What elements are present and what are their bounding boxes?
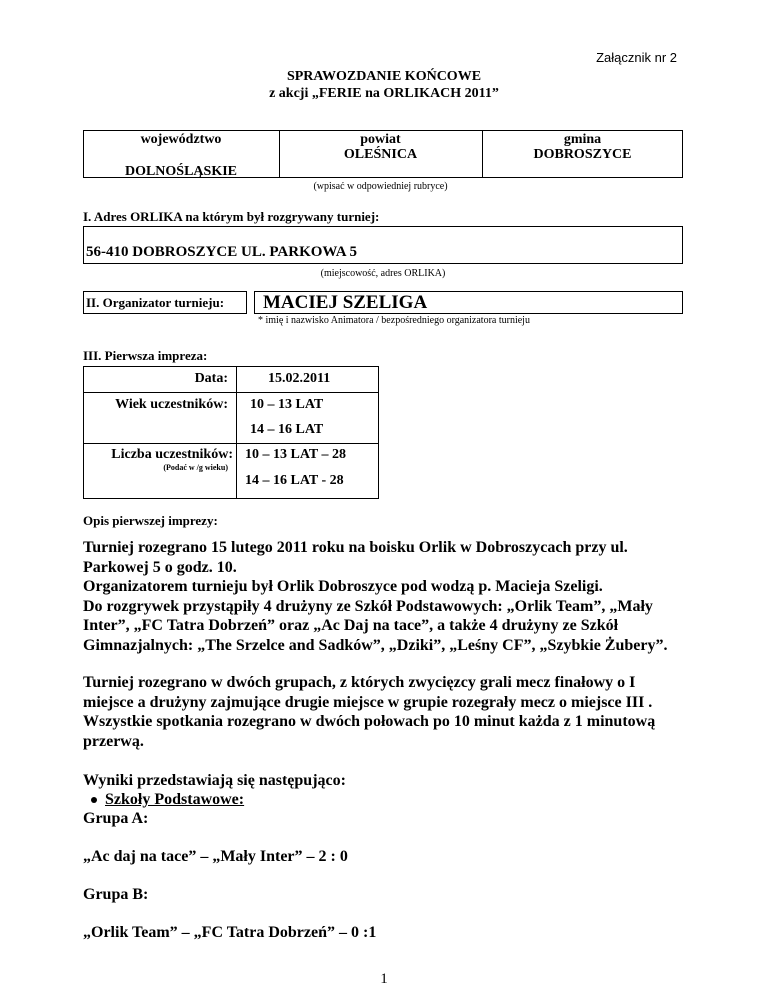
- results-bullet-item: [91, 790, 244, 810]
- event-table-divider: [236, 366, 237, 499]
- description-paragraph-1: [83, 538, 723, 655]
- group-b-match: „Orlik Team” – „FC Tatra Dobrzeń” – 0 :1: [83, 924, 377, 941]
- bullet-icon: [91, 797, 97, 803]
- paragraph-line: miejsce a drużyny zajmujące drugie miejsce w grupie rozegrały mecz o miejsce III .: [83, 693, 653, 711]
- count-value-1: 10 – 13 LAT – 28: [245, 447, 346, 462]
- gmina-label: gmina: [563, 132, 602, 147]
- paragraph-line: Organizatorem turnieju był Orlik Dobroszyce pod wodzą p. Macieja Szeligi.: [83, 578, 603, 595]
- group-a-match: „Ac daj na tace” – „Mały Inter” – 2 : 0: [83, 848, 348, 865]
- document-subtitle: z akcji „FERIE na ORLIKACH 2011”: [269, 86, 499, 101]
- date-value: 15.02.2011: [268, 371, 331, 386]
- event-table-row-line-2: [83, 443, 379, 444]
- address-note: (miejscowość, adres ORLIKA): [320, 268, 446, 279]
- organizer-note: * imię i nazwisko Animatora / bezpośredniego organizatora turnieju: [258, 315, 530, 326]
- age-value-1: 10 – 13 LAT: [250, 397, 324, 412]
- count-label: Liczba uczestników:: [111, 447, 233, 462]
- powiat-value: OLEŚNICA: [343, 147, 418, 162]
- event-table-row-line-1: [83, 392, 379, 393]
- section3-heading: III. Pierwsza impreza:: [83, 348, 208, 363]
- paragraph-line: Turniej rozegrano 15 lutego 2011 roku na boisku Orlik w Dobroszycach przy ul.: [83, 539, 628, 556]
- paragraph-line: Inter”, „FC Tatra Dobrzeń” oraz „Ac Daj na tace”, a także 4 drużyny ze Szkół: [83, 617, 619, 634]
- organizer-name: MACIEJ SZELIGA: [263, 292, 428, 313]
- paragraph-line: przerwą.: [83, 732, 144, 750]
- description-heading: Opis pierwszej imprezy:: [83, 513, 218, 528]
- paragraph-line: Gimnazjalnych: „The Srzelce and Sadków”, „Dziki”, „Leśny CF”, „Szybkie Żubery”.: [83, 636, 668, 654]
- paragraph-line: Wszystkie spotkania rozegrano w dwóch połowach po 10 minut każda z 1 minutową: [83, 713, 656, 730]
- count-value-2: 14 – 16 LAT - 28: [245, 473, 344, 488]
- count-sublabel: (Podać w /g wieku): [163, 463, 228, 472]
- paragraph-line: Turniej rozegrano w dwóch grupach, z których zwycięzcy grali mecz finałowy o I: [83, 674, 636, 691]
- results-heading: Wyniki przedstawiają się następująco:: [83, 772, 346, 789]
- attachment-label: Załącznik nr 2: [596, 50, 677, 65]
- wojewodztwo-value: DOLNOŚLĄSKIE: [124, 164, 238, 179]
- paragraph-line: Parkowej 5 o godz. 10.: [83, 558, 237, 576]
- orlik-address: 56-410 DOBROSZYCE UL. PARKOWA 5: [86, 244, 357, 260]
- age-label: Wiek uczestników:: [115, 397, 228, 412]
- region-note: (wpisać w odpowiedniej rubryce): [313, 181, 448, 192]
- description-paragraph-2: [83, 673, 723, 751]
- organizer-label: II. Organizator turnieju:: [86, 295, 225, 310]
- primary-schools-label: Szkoły Podstawowe:: [105, 791, 245, 808]
- page-number: 1: [380, 971, 388, 987]
- gmina-value: DOBROSZYCE: [533, 147, 632, 162]
- wojewodztwo-label: województwo: [140, 132, 222, 147]
- group-b-label: Grupa B:: [83, 886, 149, 903]
- powiat-label: powiat: [360, 132, 401, 147]
- paragraph-line: Do rozgrywek przystąpiły 4 drużyny ze Szkół Podstawowych: „Orlik Team”, „Mały: [83, 597, 653, 615]
- date-label: Data:: [194, 371, 228, 386]
- document-title: SPRAWOZDANIE KOŃCOWE: [286, 69, 482, 84]
- section1-heading: I. Adres ORLIKA na którym był rozgrywany turniej:: [83, 209, 380, 224]
- age-value-2: 14 – 16 LAT: [250, 422, 324, 437]
- group-a-label: Grupa A:: [83, 810, 149, 827]
